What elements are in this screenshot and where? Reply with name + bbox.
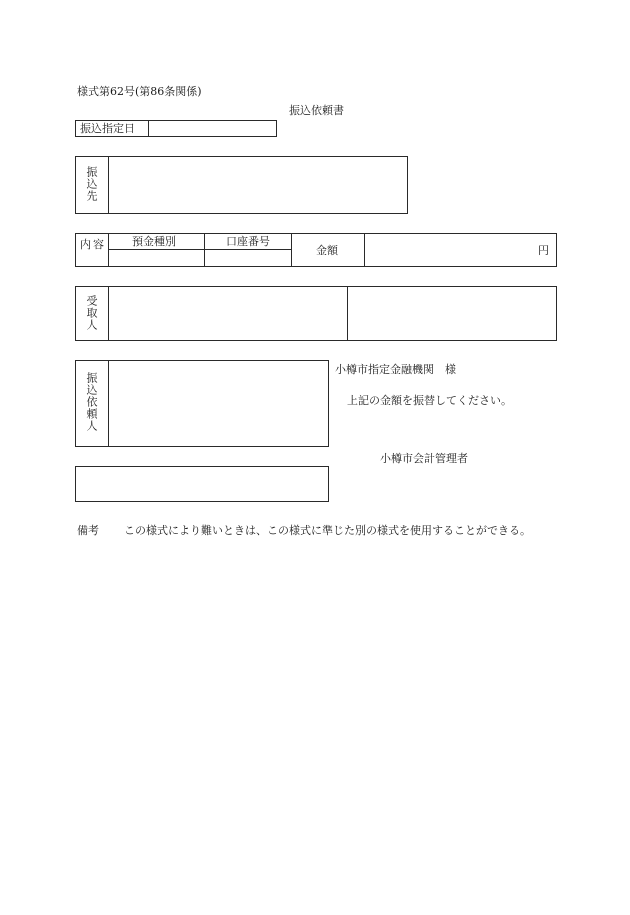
requester-divider [108, 360, 109, 447]
details-label: 内容 [80, 238, 106, 251]
recipient-divider-2 [347, 286, 348, 341]
details-divider-1 [108, 233, 109, 267]
issuer: 小樽市会計管理者 [380, 452, 468, 465]
recipient-divider-1 [108, 286, 109, 341]
currency-unit: 円 [538, 244, 549, 257]
deposit-type-label: 預金種別 [132, 235, 176, 248]
requester-box [75, 360, 329, 447]
payee-box [75, 156, 408, 214]
note-text: この様式により難いときは、この様式に準じた別の様式を使用することができる。 [124, 524, 531, 537]
recipient-box [75, 286, 557, 341]
account-number-label: 口座番号 [226, 235, 270, 248]
seal-box[interactable] [75, 466, 329, 502]
page-title: 振込依頼書 [289, 104, 344, 117]
note-label: 備考 [77, 524, 99, 537]
details-divider-3 [291, 233, 292, 267]
transfer-date-divider [148, 120, 149, 137]
payee-label: 振込先 [85, 166, 98, 202]
payee-divider [108, 156, 109, 214]
request-text: 上記の金額を振替してください。 [347, 394, 512, 407]
addressee: 小樽市指定金融機関 様 [335, 363, 456, 376]
requester-label: 振込依頼人 [85, 372, 98, 432]
amount-label: 金額 [316, 244, 338, 257]
form-number: 様式第62号(第86条関係) [77, 85, 202, 98]
recipient-label: 受取人 [85, 295, 98, 331]
details-divider-2 [204, 233, 205, 267]
details-divider-4 [364, 233, 365, 267]
transfer-date-label: 振込指定日 [80, 122, 135, 135]
details-header-line [108, 249, 291, 250]
